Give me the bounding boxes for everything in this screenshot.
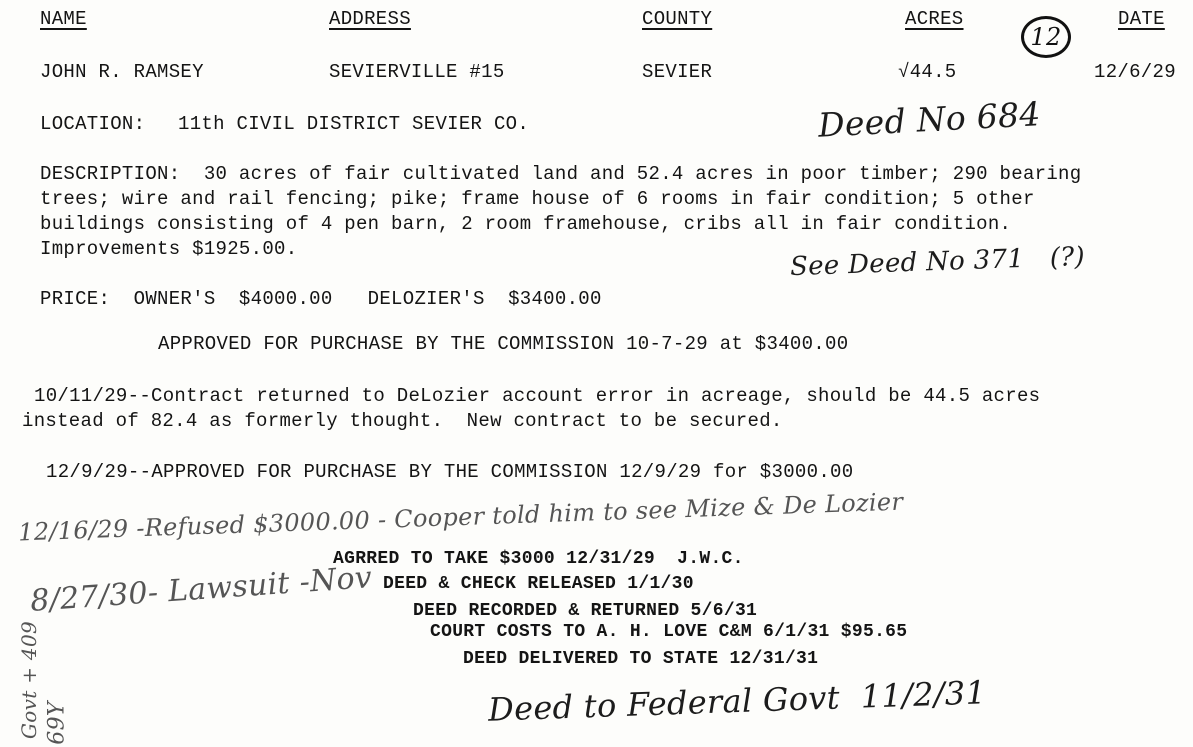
description-line-3: buildings consisting of 4 pen barn, 2 room framehouse, cribs all in fair condition. [40,213,1012,235]
date-header: DATE [1118,8,1165,30]
handwritten-lawsuit-note: 8/27/30- Lawsuit -Nov [29,560,374,619]
description-line-4: Improvements $1925.00. [40,238,298,260]
handwritten-refusal-note: 12/16/29 -Refused $3000.00 - Cooper told him to see Mize & De Lozier [17,487,904,547]
contract-note-line-2: instead of 82.4 as formerly thought. New contract to be secured. [22,410,783,432]
circled-number-text: 12 [1030,23,1062,51]
recorded-stamp: DEED RECORDED & RETURNED 5/6/31 [413,601,758,621]
contract-note-line-1: 10/11/29--Contract returned to DeLozier account error in acreage, should be 44.5 acres [34,385,1041,407]
circled-number [1021,16,1071,58]
price-line: PRICE: OWNER'S $4000.00 DELOZIER'S $3400.00 [40,288,602,310]
delivered-stamp: DEED DELIVERED TO STATE 12/31/31 [463,649,819,669]
county-header: COUNTY [642,8,713,30]
record-date: 12/6/29 [1094,61,1176,83]
released-stamp: DEED & CHECK RELEASED 1/1/30 [383,574,694,594]
court-costs-stamp: COURT COSTS TO A. H. LOVE C&M 6/1/31 $95.65 [430,622,908,642]
first-approval: APPROVED FOR PURCHASE BY THE COMMISSION 10-7-29 at $3400.00 [158,333,849,355]
address-header: ADDRESS [329,8,411,30]
handwritten-federal-deed-note: Deed to Federal Govt 11/2/31 [487,673,987,729]
margin-note-number: 69Y [44,701,70,745]
description-line-2: trees; wire and rail fencing; pike; frame house of 6 rooms in fair condition; 5 other [40,188,1035,210]
acres-header: ACRES [905,8,964,30]
handwritten-deed-number: Deed No 684 [817,94,1042,145]
agreed-stamp: AGRRED TO TAKE $3000 12/31/29 J.W.C. [333,549,744,569]
owner-address: SEVIERVILLE #15 [329,61,505,83]
second-approval: 12/9/29--APPROVED FOR PURCHASE BY THE COMMISSION 12/9/29 for $3000.00 [46,461,854,483]
handwritten-see-deed: See Deed No 371 (?) [789,241,1086,283]
location-value: 11th CIVIL DISTRICT SEVIER CO. [178,113,530,135]
owner-county: SEVIER [642,61,713,83]
description-line-1: DESCRIPTION: 30 acres of fair cultivated land and 52.4 acres in poor timber; 290 bearing [40,163,1082,185]
acres-value: √44.5 [898,61,957,83]
location-label: LOCATION: [40,113,146,135]
margin-note-govt: Govt + 409 [17,621,41,739]
name-header: NAME [40,8,87,30]
owner-name: JOHN R. RAMSEY [40,61,204,83]
